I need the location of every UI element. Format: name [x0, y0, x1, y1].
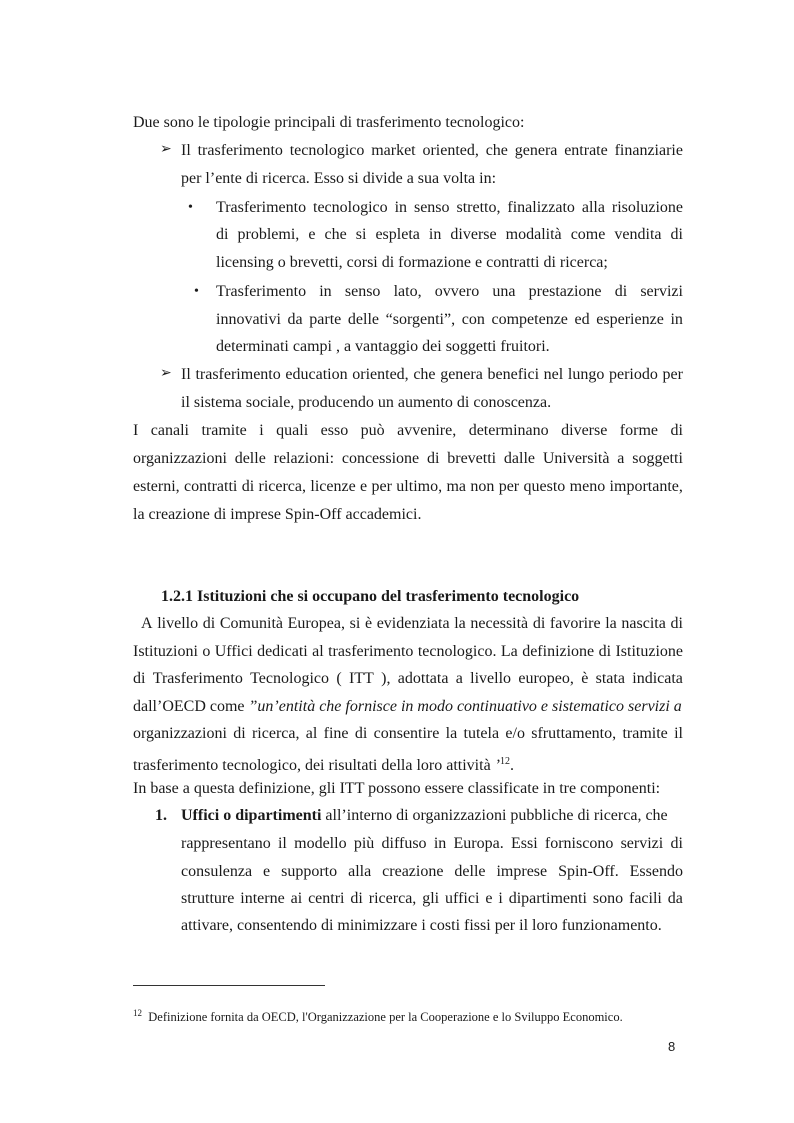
word: sono [592, 890, 624, 907]
word: di [354, 725, 368, 742]
word: espleta [375, 226, 420, 243]
bullet-icon: • [194, 284, 199, 299]
word: alla [581, 199, 605, 216]
sub1-line-1 [216, 198, 683, 218]
word: forniscono [544, 835, 614, 852]
word: prestazione [528, 283, 602, 300]
word: ITT [348, 670, 374, 687]
word: delle [454, 863, 486, 880]
word: Essendo [629, 863, 683, 880]
word: in [433, 835, 447, 852]
word: quali [276, 422, 309, 439]
word: diffuso [381, 835, 427, 852]
word: si [355, 226, 367, 243]
word: al [312, 643, 324, 660]
word: in [670, 311, 683, 328]
word: ricerca, [251, 725, 300, 742]
footnote-number: 12 [133, 1007, 142, 1018]
word: Comunità [219, 615, 283, 632]
word: creazione [382, 863, 444, 880]
word: dipartimenti [508, 890, 587, 907]
word: soggetti [632, 450, 683, 467]
sub2-line-3: determinati campi , a vantaggio dei soggetti fruitori. [216, 338, 550, 355]
item1-line-4 [181, 889, 683, 909]
word: sfruttamento, [531, 725, 617, 742]
word: di [670, 615, 683, 632]
word: senso [344, 283, 381, 300]
word: servizi [640, 283, 683, 300]
word: vendita [614, 226, 662, 243]
sub1-line-2 [216, 225, 683, 245]
word: consulenza [181, 863, 253, 880]
word: tecnologico [289, 142, 365, 159]
word: oriented, [422, 142, 479, 159]
word: indicata [632, 670, 683, 687]
word: i [498, 890, 503, 907]
word: organizzazioni [133, 725, 227, 742]
word: education [285, 366, 348, 383]
word: ma [446, 478, 466, 495]
word: e [308, 226, 316, 243]
word: market [371, 142, 416, 159]
word: determinano [468, 422, 549, 439]
word: Università [542, 450, 610, 467]
word: e [485, 890, 493, 907]
word: benefici [487, 366, 540, 383]
word: con [461, 311, 485, 328]
word: delle [347, 311, 379, 328]
word: questo [523, 478, 566, 495]
word: dalle [503, 450, 536, 467]
word: adottata [397, 670, 449, 687]
word: Trasferimento [216, 199, 307, 216]
quote-italic: ”un’entità che fornisce in modo continuativo e sistematico servizi a [248, 698, 682, 715]
word: alla [348, 863, 372, 880]
word: di [670, 422, 683, 439]
word: tramite [201, 422, 247, 439]
word: Trasferimento [152, 670, 243, 687]
word: competenze [491, 311, 568, 328]
word: tutela [463, 725, 500, 742]
word: senso [413, 199, 450, 216]
word: che [324, 226, 347, 243]
arrow-bullet-icon: ➢ [160, 142, 172, 157]
word: imprese [496, 863, 548, 880]
line6-text: trasferimento tecnologico, dei risultati della loro attività [133, 757, 495, 774]
footnote-ref[interactable]: 12 [500, 756, 510, 767]
word: ricerca, [258, 478, 307, 495]
word: da [667, 890, 683, 907]
word: lato, [393, 283, 422, 300]
word: modello [294, 835, 347, 852]
word: strutture [181, 890, 235, 907]
word: europeo, [518, 670, 574, 687]
word: genera [440, 366, 483, 383]
word: modalità [505, 226, 562, 243]
livello-line-2 [133, 642, 683, 662]
word: brevetti [447, 450, 497, 467]
word: necessità [470, 615, 529, 632]
word: tecnologico [313, 199, 388, 216]
word: i [259, 422, 264, 439]
word: meno [569, 478, 606, 495]
intro-line: Due sono le tipologie principali di trasferimento tecnologico: [133, 114, 525, 131]
word: di [216, 226, 229, 243]
word: si [349, 615, 361, 632]
word: Uffici [214, 643, 253, 660]
word: di [241, 478, 255, 495]
word: come [570, 226, 606, 243]
word: dedicati [257, 643, 308, 660]
word: interne [240, 890, 285, 907]
word: di [614, 283, 628, 300]
item1-bold-title: Uffici o dipartimenti [181, 807, 322, 824]
livello-line-5 [133, 724, 683, 744]
word: licenze [310, 478, 356, 495]
item1-line-5: attivare, consentendo di minimizzare i costi fissi per il loro funzionamento. [181, 917, 662, 934]
list-number: 1. [155, 807, 167, 824]
word: di [598, 643, 612, 660]
word: periodo [608, 366, 658, 383]
education-line-1 [181, 365, 683, 385]
word: La [500, 643, 518, 660]
word: parte [309, 311, 342, 328]
word: favorire [549, 615, 601, 632]
word: Trasferimento [216, 283, 307, 300]
word: centri [308, 890, 345, 907]
word: servizi [620, 835, 664, 852]
word: rappresentano [181, 835, 271, 852]
word: al [305, 725, 318, 742]
word: Tecnologico [250, 670, 329, 687]
education-line-2: il sistema sociale, producendo un aumento di conoscenza. [181, 394, 552, 411]
word: e/o [505, 725, 525, 742]
footnote-text: Definizione fornita da OECD, l'Organizzazione per la Cooperazione e lo Sviluppo Economico. [148, 1009, 623, 1024]
word: di [426, 450, 440, 467]
word: per [498, 478, 520, 495]
closing-quote: ’ [494, 757, 500, 774]
word: entrate [564, 142, 608, 159]
livello-line-1 [141, 614, 683, 634]
word: innovativi [216, 311, 281, 328]
oecd-text: dall’OECD come [133, 698, 249, 715]
word: a [455, 670, 463, 687]
item1-rest: all’interno di organizzazioni pubbliche di ricerca, che [321, 807, 668, 824]
word: la [605, 615, 617, 632]
word: di [202, 615, 216, 632]
word: trasferimento [197, 142, 283, 159]
word: delle [234, 450, 266, 467]
livello-line-6 [133, 752, 514, 776]
word: la [445, 725, 458, 742]
word: tramite [622, 725, 668, 742]
word: è [364, 615, 373, 632]
word: diverse [450, 226, 497, 243]
word: Istituzione [615, 643, 683, 660]
word: livello [470, 670, 512, 687]
word: Il [181, 366, 191, 383]
word: a [617, 450, 625, 467]
word: concessione [341, 450, 420, 467]
word: livello [157, 615, 199, 632]
word: di [233, 725, 246, 742]
word: supporto [281, 863, 338, 880]
word: ultimo, [396, 478, 443, 495]
word: una [492, 283, 516, 300]
livello-line-4 [133, 697, 682, 717]
word: e [360, 478, 368, 495]
footnote-separator [133, 985, 325, 986]
word: il [674, 725, 683, 742]
word: da [287, 311, 303, 328]
word: per [371, 478, 392, 495]
word: finalizzato [507, 199, 575, 216]
market-line-1 [181, 141, 683, 161]
sub2-line-2 [216, 310, 683, 330]
word: il [277, 835, 287, 852]
word: fine [323, 725, 349, 742]
word: che [413, 366, 436, 383]
word: evidenziata [376, 615, 450, 632]
word: esso [320, 422, 349, 439]
word: consentire [373, 725, 440, 742]
word: stretto, [456, 199, 501, 216]
word: è [581, 670, 589, 687]
canali-line-1 [133, 421, 683, 441]
word: non [470, 478, 495, 495]
livello-line-3 [133, 669, 683, 689]
page-number: 8 [668, 1039, 676, 1054]
word: trasferimento [328, 643, 414, 660]
word: organizzazioni [133, 450, 227, 467]
word: definizione [522, 643, 595, 660]
word: Il [181, 142, 191, 159]
word: o [202, 643, 211, 660]
word: avvenire, [397, 422, 457, 439]
word: la [454, 615, 466, 632]
canali-line-3 [133, 477, 683, 497]
word: di [670, 226, 683, 243]
word: ), [381, 670, 391, 687]
word: problemi, [237, 226, 300, 243]
word: di [670, 835, 683, 852]
item1-line-3 [181, 862, 683, 882]
word: ( [336, 670, 342, 687]
word: in [319, 283, 332, 300]
section-heading: 1.2.1 Istituzioni che si occupano del trasferimento tecnologico [161, 588, 580, 605]
word: che [485, 142, 508, 159]
sub2-line-1 [216, 282, 683, 302]
word: tecnologico. [417, 643, 497, 660]
item1-line-1 [181, 806, 668, 826]
word: in [428, 226, 442, 243]
footnote [133, 1004, 623, 1026]
word: di [532, 615, 546, 632]
word: di [350, 890, 363, 907]
word: ai [290, 890, 303, 907]
canali-line-2 [133, 449, 683, 469]
word: esterni, [133, 478, 180, 495]
word: contratti [184, 478, 238, 495]
word: Spin-Off. [558, 863, 619, 880]
word: forme [619, 422, 658, 439]
sub1-line-3: licensing o brevetti, corsi di formazione e contratti di ricerca; [216, 254, 608, 271]
word: per [662, 366, 683, 383]
word: di [133, 670, 146, 687]
word: oriented, [352, 366, 409, 383]
word: ovvero [434, 283, 480, 300]
word: relazioni: [273, 450, 335, 467]
word: ed [574, 311, 590, 328]
item1-line-2 [181, 834, 683, 854]
word: Europa. [453, 835, 504, 852]
word: più [353, 835, 375, 852]
word: esperienze [596, 311, 664, 328]
base-line: In base a questa definizione, gli ITT possono essere classificate in tre componenti: [133, 780, 661, 797]
word: gli [422, 890, 440, 907]
market-line-2: per l’ente di ricerca. Esso si divide a sua volta in: [181, 170, 497, 187]
word: risoluzione [611, 199, 683, 216]
canali-line-4: la creazione di imprese Spin-Off accademici. [133, 506, 422, 523]
word: Europea, [287, 615, 345, 632]
word: stata [595, 670, 625, 687]
word: facili [629, 890, 662, 907]
word: diverse [561, 422, 608, 439]
word: I [133, 422, 139, 439]
word: in [394, 199, 408, 216]
word: ricerca, [368, 890, 417, 907]
word: e [263, 863, 271, 880]
word: “sorgenti”, [385, 311, 456, 328]
word: uffici [445, 890, 480, 907]
word: Istituzioni [133, 643, 198, 660]
arrow-bullet-icon: ➢ [160, 366, 172, 381]
word: nascita [621, 615, 666, 632]
line6-end: . [510, 757, 514, 774]
word: importante, [609, 478, 683, 495]
word: A [141, 615, 153, 632]
word: nel [543, 366, 564, 383]
word: canali [150, 422, 189, 439]
word: Essi [510, 835, 538, 852]
word: genera [514, 142, 558, 159]
word: trasferimento [195, 366, 281, 383]
word: lungo [567, 366, 605, 383]
word: può [360, 422, 385, 439]
bullet-icon: • [188, 200, 193, 215]
word: finanziarie [614, 142, 683, 159]
